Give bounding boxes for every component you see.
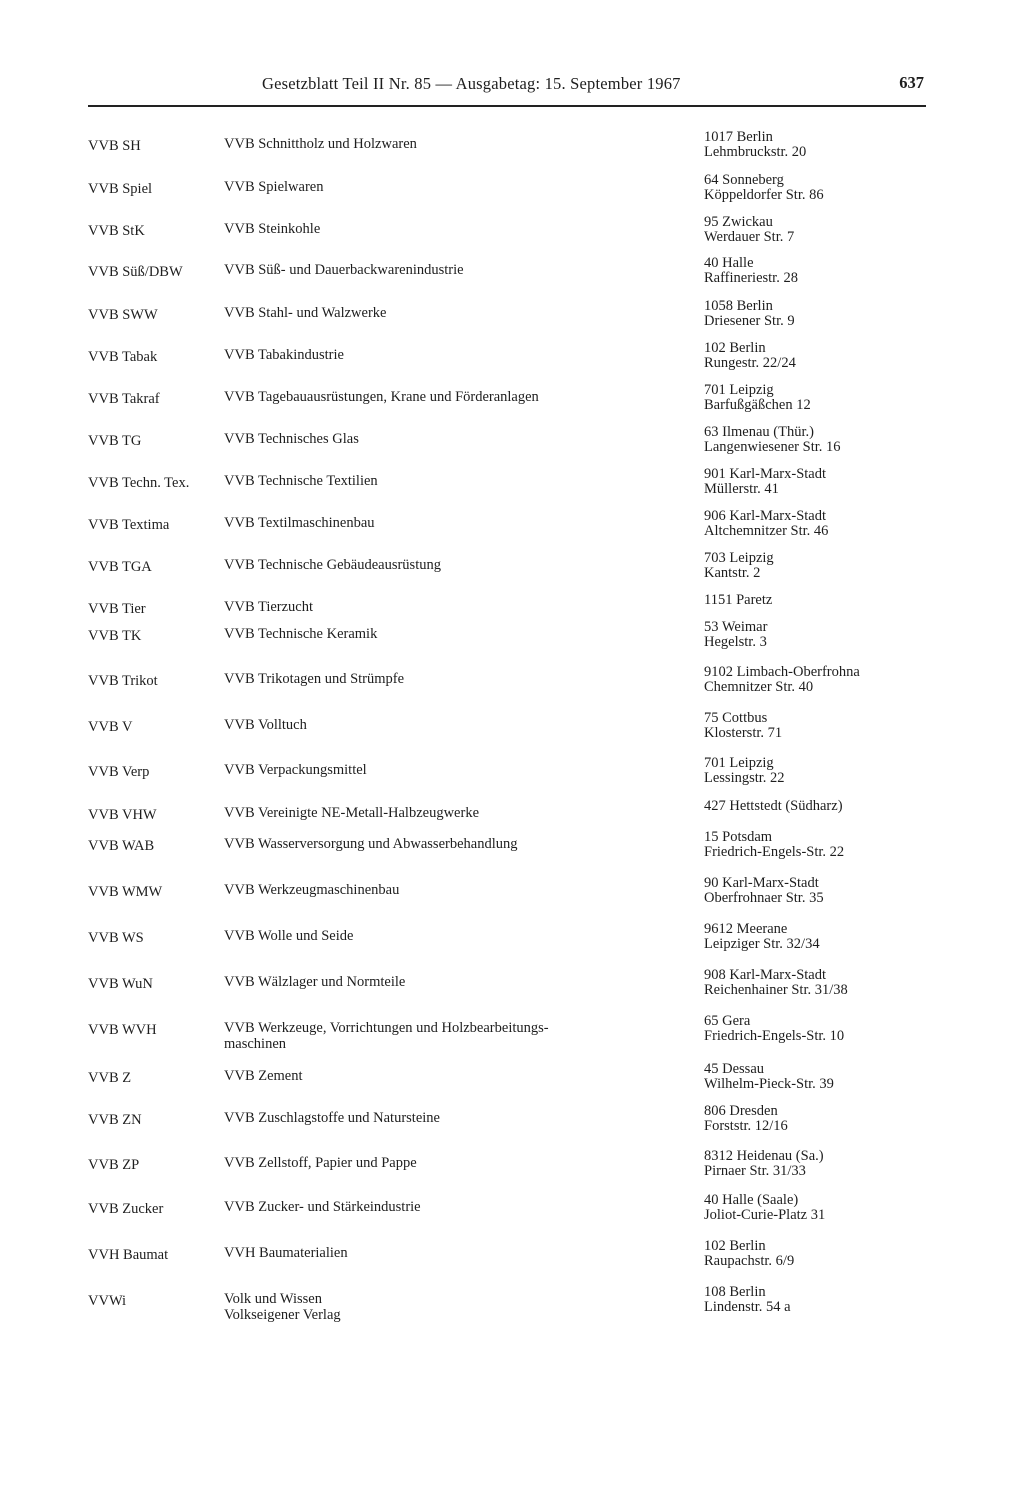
entry-abbreviation: VVB Techn. Tex.	[88, 475, 190, 491]
entry-abbreviation: VVH Baumat	[88, 1247, 169, 1263]
entry-abbreviation: VVWi	[88, 1293, 127, 1309]
entry-name-line: VVB Wasserversorgung und Abwasserbehandlung	[224, 836, 518, 852]
entry-address-line: Klosterstr. 71	[704, 725, 783, 741]
entry-name-line: VVB Tagebauausrüstungen, Krane und Förderanlagen	[224, 389, 539, 405]
entry-abbreviation: VVB TGA	[88, 559, 152, 575]
entry-name-line: VVB Tabakindustrie	[224, 347, 344, 363]
entry-abbreviation: VVB TG	[88, 433, 142, 449]
entry-name	[224, 1068, 644, 1084]
entry-address	[704, 425, 919, 455]
entry-address-line: 1151 Paretz	[704, 592, 773, 608]
entry-name	[224, 515, 644, 531]
entry-name	[224, 1245, 644, 1261]
entry-abbreviation: VVB Zucker	[88, 1201, 164, 1217]
entry-abbreviation: VVB WuN	[88, 976, 153, 992]
entry-abbreviation: VVB Textima	[88, 517, 170, 533]
entry-address-line: 427 Hettstedt (Südharz)	[704, 798, 843, 814]
entry-address	[704, 876, 919, 906]
entry-name-line: VVB Wolle und Seide	[224, 928, 354, 944]
entry-name-line: VVB Zellstoff, Papier und Pappe	[224, 1155, 417, 1171]
header-rule	[88, 105, 926, 107]
entry-abbreviation: VVB Verp	[88, 764, 150, 780]
entry-abbreviation: VVB SH	[88, 138, 141, 154]
entry-address	[704, 173, 919, 203]
entry-name-line: VVB Werkzeuge, Vorrichtungen und Holzbearbeitungs-	[224, 1020, 549, 1036]
entry-name-line: VVB Spielwaren	[224, 179, 324, 195]
entry-address	[704, 215, 919, 245]
page-header	[88, 66, 926, 108]
entry-abbreviation: VVB Tier	[88, 601, 146, 617]
entry-address	[704, 509, 919, 539]
entry-name-line: VVH Baumaterialien	[224, 1245, 348, 1261]
entry-name	[224, 928, 644, 944]
entry-name-line: VVB Steinkohle	[224, 221, 321, 237]
entry-address-line: Oberfrohnaer Str. 35	[704, 890, 824, 906]
entry-abbreviation: VVB WMW	[88, 884, 163, 900]
entry-name-line: VVB Süß- und Dauerbackwarenindustrie	[224, 262, 464, 278]
entry-name	[224, 389, 644, 405]
entry-address-line: 90 Karl-Marx-Stadt	[704, 875, 819, 891]
entry-address-line: 53 Weimar	[704, 619, 768, 635]
entry-address	[704, 341, 919, 371]
entry-abbreviation: VVB StK	[88, 223, 145, 239]
entry-address	[704, 467, 919, 497]
entry-address	[704, 711, 919, 741]
header-title: Gesetzblatt Teil II Nr. 85 — Ausgabetag: 15. September 1967	[262, 74, 681, 93]
entry-abbreviation: VVB WAB	[88, 838, 155, 854]
entry-address-line: 40 Halle	[704, 255, 754, 271]
entry-name-line: VVB Schnittholz und Holzwaren	[224, 136, 417, 152]
entry-abbreviation: VVB Tabak	[88, 349, 158, 365]
entry-address-line: 906 Karl-Marx-Stadt	[704, 508, 827, 524]
entry-address	[704, 1193, 919, 1223]
entry-name	[224, 305, 644, 321]
entry-abbreviation: VVB Trikot	[88, 673, 158, 689]
entry-name-line: VVB Zucker- und Stärkeindustrie	[224, 1199, 421, 1215]
entry-name	[224, 599, 644, 615]
entry-address	[704, 130, 919, 160]
entry-abbreviation: VVB ZN	[88, 1112, 142, 1128]
entry-address-line: 95 Zwickau	[704, 214, 773, 230]
entry-address-line: 901 Karl-Marx-Stadt	[704, 466, 827, 482]
entry-name	[224, 836, 644, 852]
entry-address-line: Werdauer Str. 7	[704, 229, 795, 245]
entry-name-line: VVB Werkzeugmaschinenbau	[224, 882, 400, 898]
entry-abbreviation: VVB TK	[88, 628, 142, 644]
entry-name-line: Volkseigener Verlag	[224, 1307, 341, 1323]
entry-address-line: Raupachstr. 6/9	[704, 1253, 795, 1269]
entry-address	[704, 1104, 919, 1134]
entry-abbreviation: VVB Z	[88, 1070, 132, 1086]
entry-address	[704, 383, 919, 413]
entry-name	[224, 347, 644, 363]
entry-name-line: VVB Textilmaschinenbau	[224, 515, 375, 531]
entry-name-line: VVB Volltuch	[224, 717, 307, 733]
entry-address-line: 701 Leipzig	[704, 382, 774, 398]
entry-address-line: 1058 Berlin	[704, 298, 773, 314]
entry-name	[224, 882, 644, 898]
entry-address-line: Friedrich-Engels-Str. 10	[704, 1028, 845, 1044]
entry-name-line: VVB Tierzucht	[224, 599, 314, 615]
entry-name-line: VVB Wälzlager und Normteile	[224, 974, 406, 990]
entry-address-line: 63 Ilmenau (Thür.)	[704, 424, 814, 440]
entry-name-line: VVB Trikotagen und Strümpfe	[224, 671, 405, 687]
entry-address-line: Reichenhainer Str. 31/38	[704, 982, 848, 998]
entry-name	[224, 1291, 644, 1323]
entry-abbreviation: VVB Takraf	[88, 391, 160, 407]
entry-address	[704, 665, 919, 695]
entry-name	[224, 431, 644, 447]
entry-name	[224, 221, 644, 237]
entry-address	[704, 968, 919, 998]
entry-address-line: Raffineriestr. 28	[704, 270, 798, 286]
entry-address-line: 64 Sonneberg	[704, 172, 784, 188]
entry-name	[224, 805, 644, 821]
entry-name	[224, 1020, 644, 1052]
entry-address-line: Altchemnitzer Str. 46	[704, 523, 829, 539]
entry-address-line: 701 Leipzig	[704, 755, 774, 771]
entry-address	[704, 299, 919, 329]
entry-address-line: Köppeldorfer Str. 86	[704, 187, 824, 203]
entry-address-line: Hegelstr. 3	[704, 634, 767, 650]
entry-address-line: Pirnaer Str. 31/33	[704, 1163, 806, 1179]
entry-name	[224, 1155, 644, 1171]
entry-address-line: Joliot-Curie-Platz 31	[704, 1207, 826, 1223]
entry-address-line: Rungestr. 22/24	[704, 355, 796, 371]
entry-name	[224, 762, 644, 778]
entry-name-line: VVB Zement	[224, 1068, 303, 1084]
entry-name	[224, 557, 644, 573]
entry-name-line: VVB Technische Gebäudeausrüstung	[224, 557, 441, 573]
entry-name	[224, 974, 644, 990]
entry-name-line: VVB Zuschlagstoffe und Natursteine	[224, 1110, 440, 1126]
entry-name-line: maschinen	[224, 1036, 287, 1052]
entry-address-line: 908 Karl-Marx-Stadt	[704, 967, 827, 983]
entry-name	[224, 262, 644, 278]
entry-address-line: 9102 Limbach-Oberfrohna	[704, 664, 860, 680]
entry-name-line: VVB Verpackungsmittel	[224, 762, 367, 778]
entry-name	[224, 179, 644, 195]
entry-address	[704, 620, 919, 650]
entry-address-line: Barfußgäßchen 12	[704, 397, 811, 413]
entry-address-line: 108 Berlin	[704, 1284, 766, 1300]
entry-address	[704, 1014, 919, 1044]
entry-address-line: Chemnitzer Str. 40	[704, 679, 814, 695]
entry-address	[704, 799, 919, 814]
entry-address-line: Forststr. 12/16	[704, 1118, 788, 1134]
entry-name	[224, 1110, 644, 1126]
entry-name	[224, 717, 644, 733]
entry-address-line: Lehmbruckstr. 20	[704, 144, 807, 160]
entry-abbreviation: VVB VHW	[88, 807, 157, 823]
entry-name-line: Volk und Wissen	[224, 1291, 322, 1307]
entry-address	[704, 551, 919, 581]
entry-address-line: 9612 Meerane	[704, 921, 788, 937]
entry-address	[704, 1149, 919, 1179]
entry-address	[704, 1285, 919, 1315]
entry-address-line: Leipziger Str. 32/34	[704, 936, 820, 952]
entry-address-line: 806 Dresden	[704, 1103, 778, 1119]
entry-abbreviation: VVB Spiel	[88, 181, 153, 197]
entry-address	[704, 1062, 919, 1092]
entry-name	[224, 473, 644, 489]
entry-name-line: VVB Stahl- und Walzwerke	[224, 305, 387, 321]
entry-address	[704, 256, 919, 286]
entry-address-line: Langenwiesener Str. 16	[704, 439, 841, 455]
entry-address-line: 65 Gera	[704, 1013, 751, 1029]
entry-name	[224, 1199, 644, 1215]
entry-abbreviation: VVB WVH	[88, 1022, 157, 1038]
entry-abbreviation: VVB SWW	[88, 307, 158, 323]
entry-address-line: Müllerstr. 41	[704, 481, 779, 497]
entry-address-line: 75 Cottbus	[704, 710, 768, 726]
entry-address-line: Friedrich-Engels-Str. 22	[704, 844, 845, 860]
entry-abbreviation: VVB WS	[88, 930, 144, 946]
entry-address-line: Lessingstr. 22	[704, 770, 785, 786]
entry-address	[704, 922, 919, 952]
entry-address	[704, 593, 919, 608]
entry-abbreviation: VVB Süß/DBW	[88, 264, 183, 280]
entry-address-line: 40 Halle (Saale)	[704, 1192, 799, 1208]
entry-name-line: VVB Technisches Glas	[224, 431, 359, 447]
page-number: 637	[899, 73, 924, 92]
entry-abbreviation: VVB ZP	[88, 1157, 140, 1173]
entry-address-line: Wilhelm-Pieck-Str. 39	[704, 1076, 834, 1092]
entry-address	[704, 830, 919, 860]
entry-address-line: Lindenstr. 54 a	[704, 1299, 791, 1315]
entry-name	[224, 671, 644, 687]
entry-abbreviation: VVB V	[88, 719, 133, 735]
entry-address-line: Kantstr. 2	[704, 565, 761, 581]
entry-address-line: Driesener Str. 9	[704, 313, 795, 329]
entry-name-line: VVB Vereinigte NE-Metall-Halbzeugwerke	[224, 805, 480, 821]
entry-address-line: 8312 Heidenau (Sa.)	[704, 1148, 824, 1164]
entry-name	[224, 136, 644, 152]
entry-address-line: 102 Berlin	[704, 1238, 766, 1254]
entry-name-line: VVB Technische Textilien	[224, 473, 378, 489]
entry-address-line: 15 Potsdam	[704, 829, 773, 845]
entry-address	[704, 1239, 919, 1269]
entry-address	[704, 756, 919, 786]
entry-address-line: 703 Leipzig	[704, 550, 774, 566]
entry-address-line: 45 Dessau	[704, 1061, 765, 1077]
entry-address-line: 102 Berlin	[704, 340, 766, 356]
entry-name-line: VVB Technische Keramik	[224, 626, 378, 642]
entry-name	[224, 626, 644, 642]
entry-address-line: 1017 Berlin	[704, 129, 773, 145]
